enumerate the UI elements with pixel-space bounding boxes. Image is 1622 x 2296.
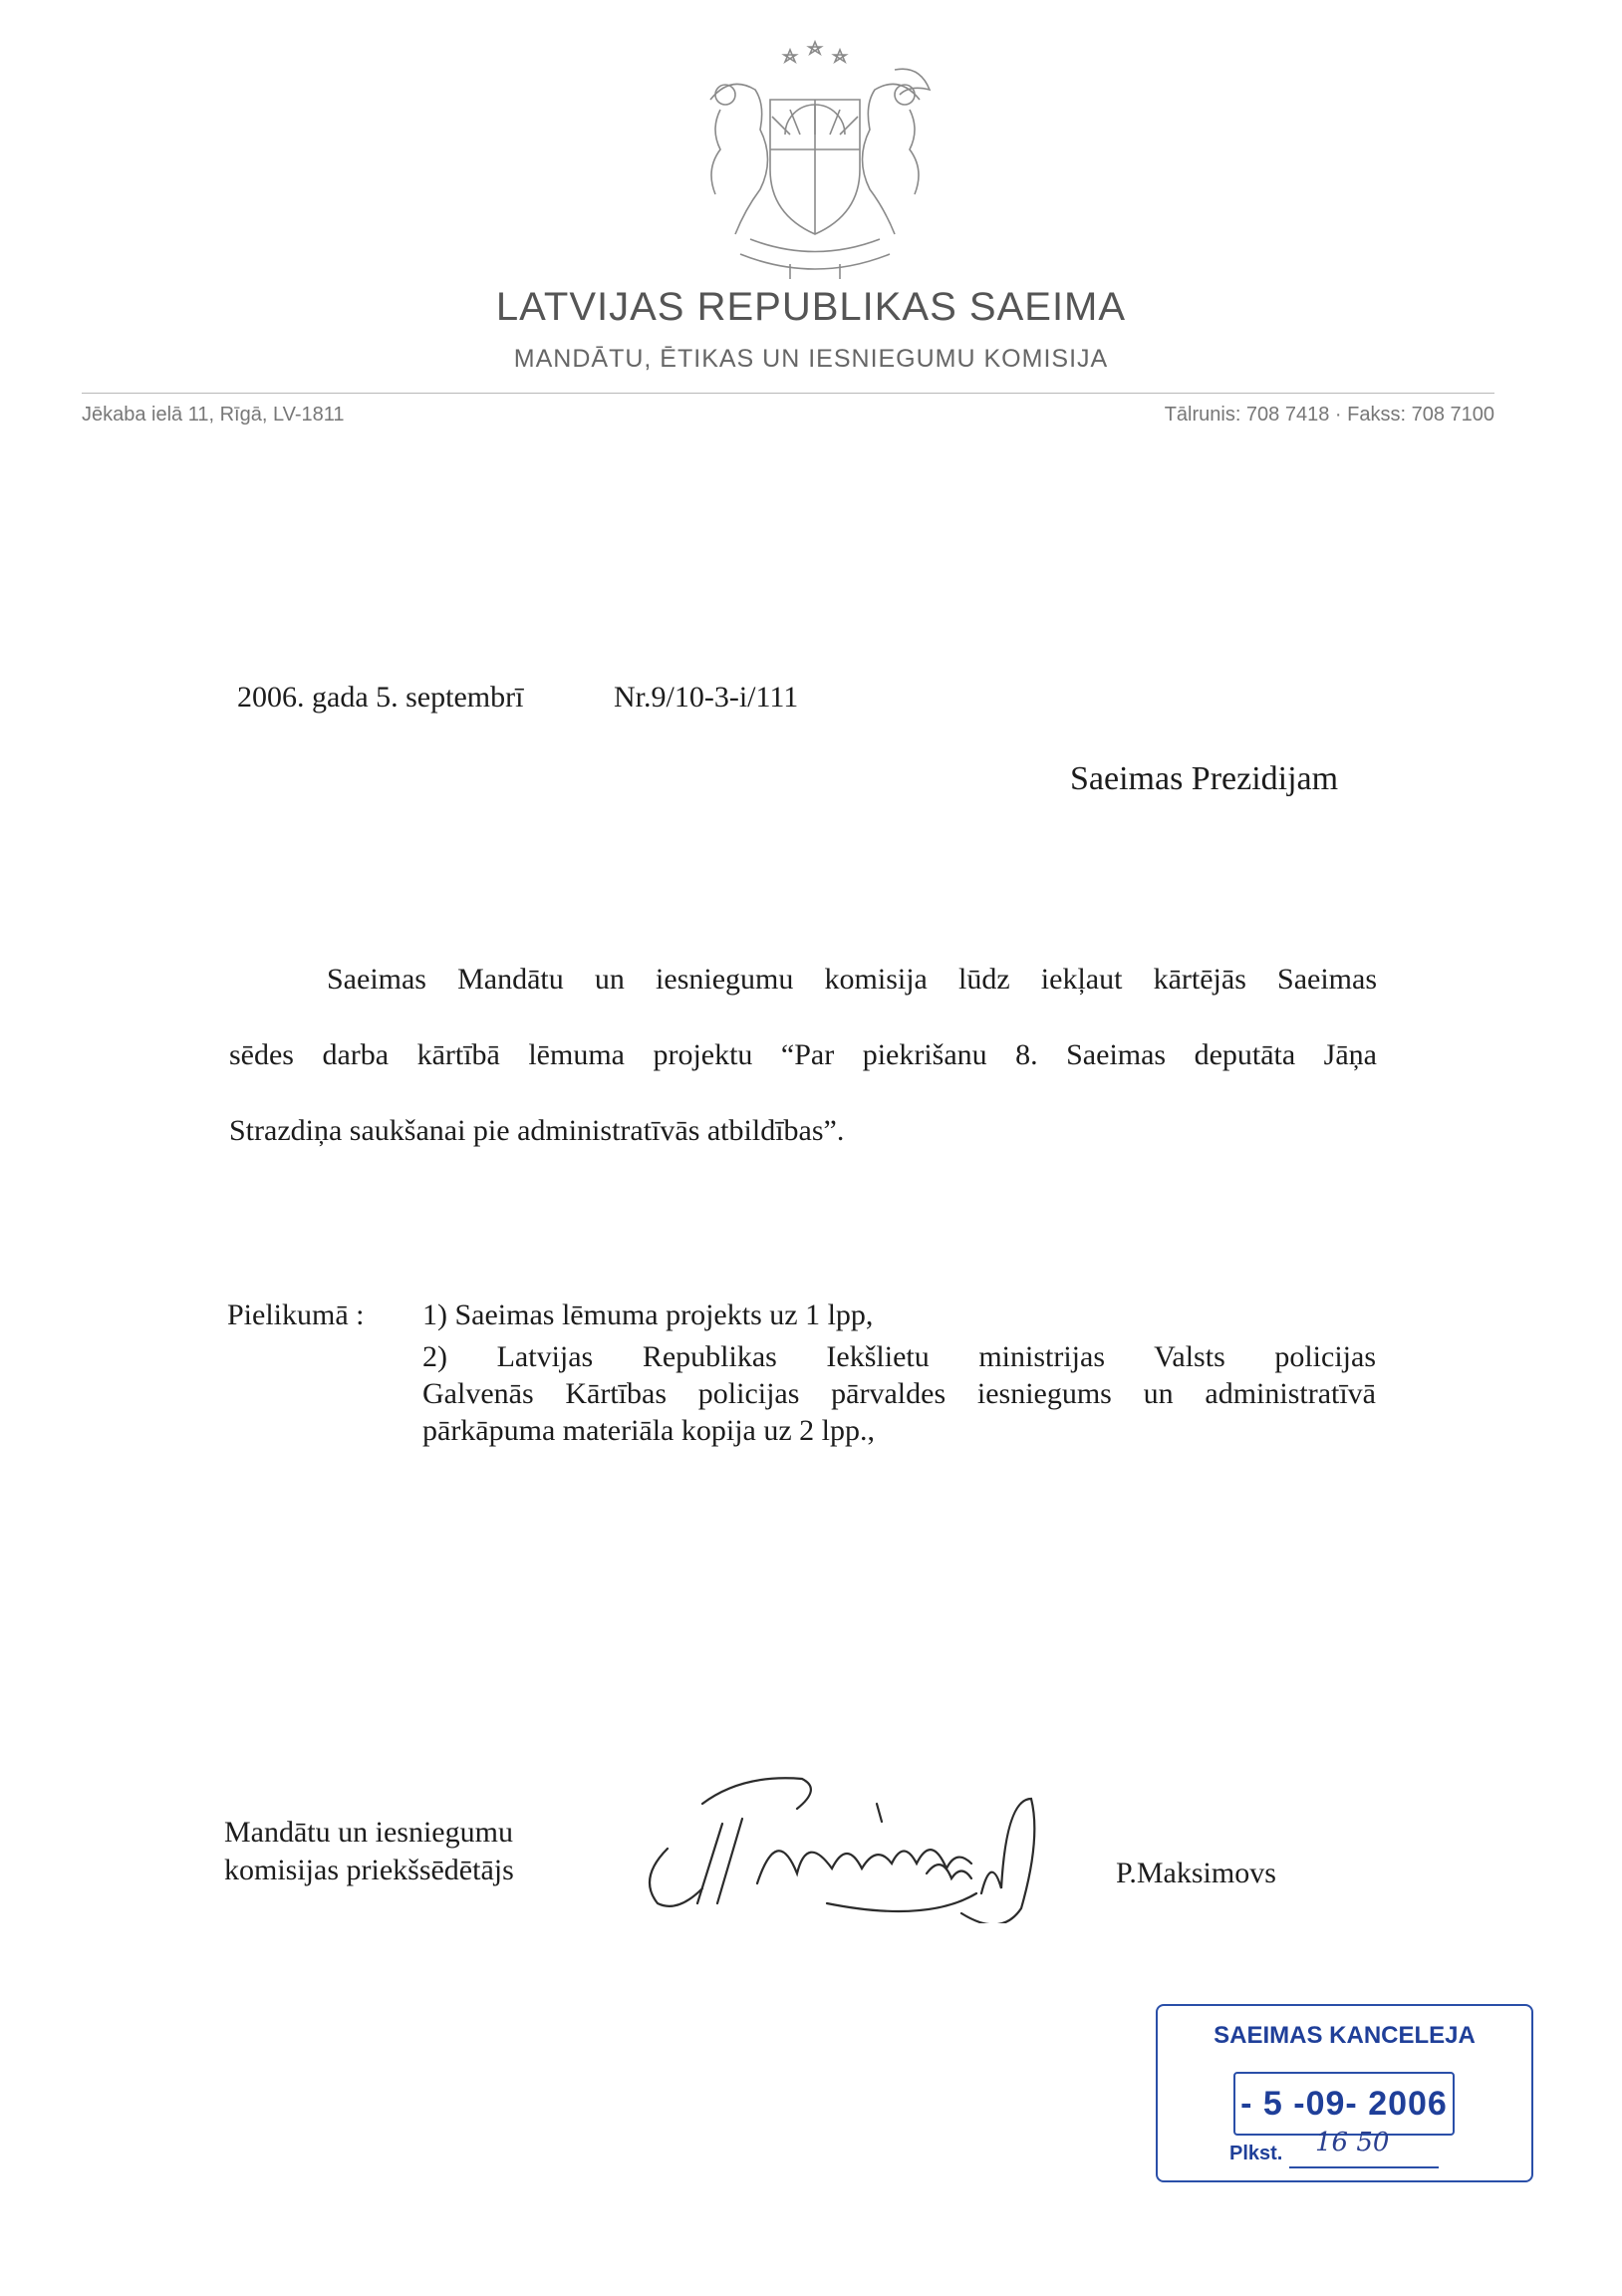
attachment-item: Galvenās Kārtības policijas pārvaldes iesniegums un administratīvā <box>422 1377 1376 1410</box>
body-line: Strazdiņa saukšanai pie administratīvās atbildības”. <box>229 1114 845 1147</box>
handwritten-signature-icon <box>628 1764 1106 1923</box>
stamp-date: - 5 -09- 2006 <box>1233 2072 1455 2136</box>
body-line: Saeimas Mandātu un iesniegumu komisija lūdz iekļaut kārtējās Saeimas <box>327 963 1377 996</box>
attachments-label: Pielikumā : <box>227 1298 365 1331</box>
signatory-name: P.Maksimovs <box>1116 1857 1276 1889</box>
registration-stamp <box>1156 2004 1533 2182</box>
coat-of-arms-icon <box>680 40 949 279</box>
body-line: sēdes darba kārtībā lēmuma projektu “Par piekrišanu 8. Saeimas deputāta Jāņa <box>229 1038 1377 1071</box>
address: Jēkaba ielā 11, Rīgā, LV-1811 <box>82 404 345 426</box>
letterhead-divider <box>82 393 1494 394</box>
stamp-time-value: 16 50 <box>1315 2128 1390 2157</box>
signatory-role-line: Mandātu un iesniegumu <box>224 1816 513 1849</box>
document-date: 2006. gada 5. septembrī <box>237 681 524 714</box>
stamp-time-line <box>1289 2166 1439 2168</box>
stamp-title: SAEIMAS KANCELEJA <box>1214 2022 1476 2049</box>
signatory-role-line: komisijas priekšsēdētājs <box>224 1854 514 1886</box>
stamp-time-label: Plkst. <box>1229 2143 1283 2164</box>
contacts: Tālrunis: 708 7418 · Fakss: 708 7100 <box>1164 404 1494 426</box>
attachment-item: 2) Latvijas Republikas Iekšlietu ministrijas Valsts policijas <box>422 1340 1376 1373</box>
attachment-item: pārkāpuma materiāla kopija uz 2 lpp., <box>422 1414 875 1447</box>
document-number: Nr.9/10-3-i/111 <box>614 681 799 714</box>
recipient: Saeimas Prezidijam <box>1070 760 1339 797</box>
organization-title: LATVIJAS REPUBLIKAS SAEIMA <box>495 285 1127 329</box>
signatory-role <box>224 1814 603 1889</box>
attachment-item: 1) Saeimas lēmuma projekts uz 1 lpp, <box>422 1298 874 1331</box>
committee-subtitle: MANDĀTU, ĒTIKAS UN IESNIEGUMU KOMISIJA <box>513 345 1109 373</box>
